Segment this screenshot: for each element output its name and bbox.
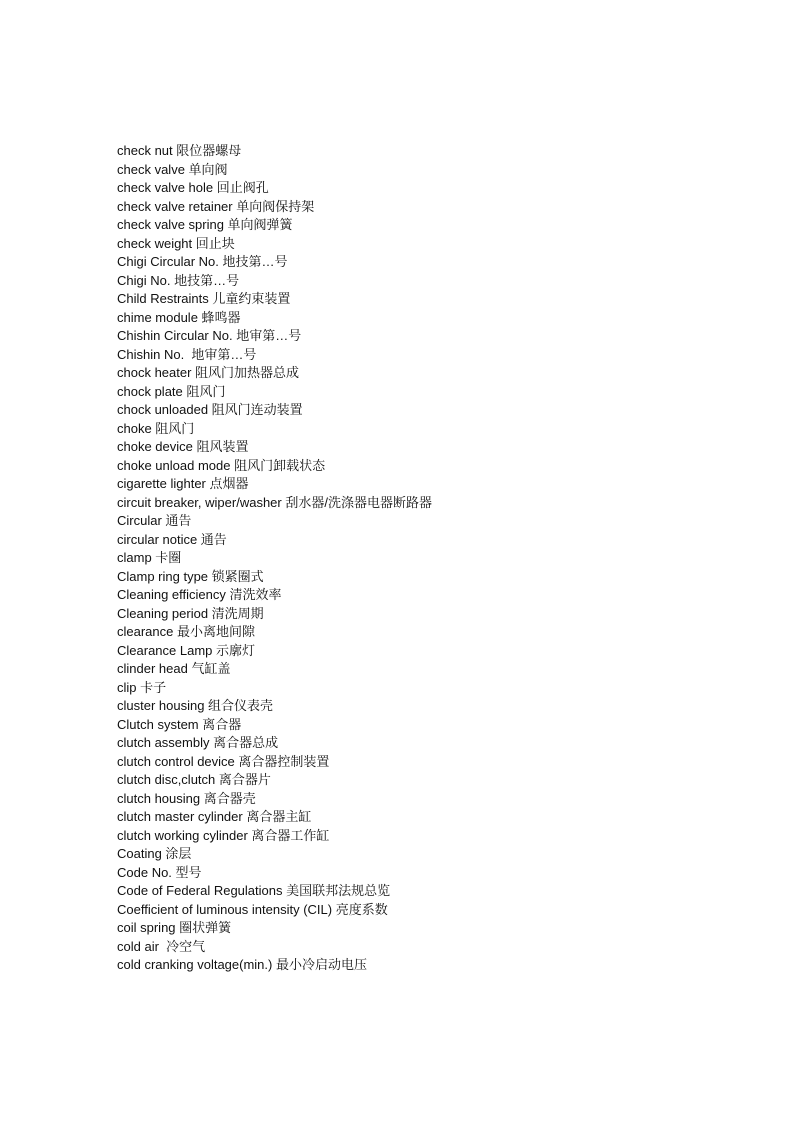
glossary-entry: Cleaning period 清洗周期 (117, 605, 264, 621)
glossary-entry: check valve hole 回止阀孔 (117, 180, 269, 195)
glossary-entry: clearance 最小离地间隙 (117, 624, 255, 639)
glossary-entry: check valve spring 单向阀弹簧 (117, 217, 293, 232)
glossary-entry: chock heater 阻风门加热器总成 (117, 365, 300, 380)
glossary-entry: clutch working cylinder 离合器工作缸 (117, 827, 330, 843)
glossary-entry: Circular 通告 (117, 513, 192, 528)
glossary-entry: chock unloaded 阻风门连动装置 (117, 402, 303, 417)
glossary-entry: Clearance Lamp 示廓灯 (117, 642, 255, 658)
glossary-entry: clutch control device 离合器控制装置 (117, 753, 330, 769)
glossary-entry: cold cranking voltage(min.) 最小冷启动电压 (117, 957, 367, 972)
glossary-entry: chime module 蜂鸣器 (117, 309, 241, 325)
glossary-entry: Cleaning efficiency 清洗效率 (117, 587, 282, 602)
glossary-entry: choke 阻风门 (117, 420, 195, 436)
glossary-entry: clutch disc,clutch 离合器片 (117, 772, 271, 787)
glossary-entry: Chishin No. 地审第…号 (117, 346, 257, 362)
glossary-entry: Chigi No. 地技第…号 (117, 272, 240, 288)
glossary-entry: cigarette lighter 点烟器 (117, 476, 249, 491)
glossary-entry: clip 卡子 (117, 679, 167, 695)
glossary-entry: clamp 卡圈 (117, 550, 182, 565)
glossary-entry: Chishin Circular No. 地审第…号 (117, 328, 302, 343)
glossary-entry: clutch master cylinder 离合器主缸 (117, 809, 312, 824)
glossary-entry: Code of Federal Regulations 美国联邦法规总览 (117, 883, 391, 898)
glossary-entry: coil spring 圈状弹簧 (117, 920, 232, 935)
glossary-entry: Chigi Circular No. 地技第…号 (117, 254, 288, 269)
glossary-entry: clutch housing 离合器壳 (117, 790, 256, 806)
glossary-entry: Clutch system 离合器 (117, 716, 242, 732)
glossary-entry: Coefficient of luminous intensity (CIL) 亮度系数 (117, 901, 388, 917)
glossary-entry: check valve retainer 单向阀保持架 (117, 198, 315, 214)
glossary-entry: choke device 阻风装置 (117, 439, 249, 454)
glossary-entry: Code No. 型号 (117, 864, 202, 880)
glossary-entry: Coating 涂层 (117, 846, 192, 861)
glossary-entry: check nut 限位器螺母 (117, 143, 242, 158)
glossary-entry: check valve 单向阀 (117, 161, 228, 177)
glossary-entry: check weight 回止块 (117, 235, 235, 251)
glossary-entry: clinder head 气缸盖 (117, 661, 231, 676)
glossary-entry: circuit breaker, wiper/washer 刮水器/洗涤器电器断路器 (117, 494, 432, 510)
glossary-entry: circular notice 通告 (117, 531, 227, 547)
glossary-entry: cold air 冷空气 (117, 938, 206, 954)
glossary-list (117, 142, 757, 975)
glossary-entry: cluster housing 组合仪表壳 (117, 698, 274, 713)
glossary-entry: chock plate 阻风门 (117, 383, 226, 399)
glossary-entry: clutch assembly 离合器总成 (117, 735, 279, 750)
glossary-entry: choke unload mode 阻风门卸载状态 (117, 457, 326, 473)
glossary-entry: Child Restraints 儿童约束装置 (117, 291, 291, 306)
glossary-entry: Clamp ring type 锁紧圈式 (117, 568, 264, 584)
